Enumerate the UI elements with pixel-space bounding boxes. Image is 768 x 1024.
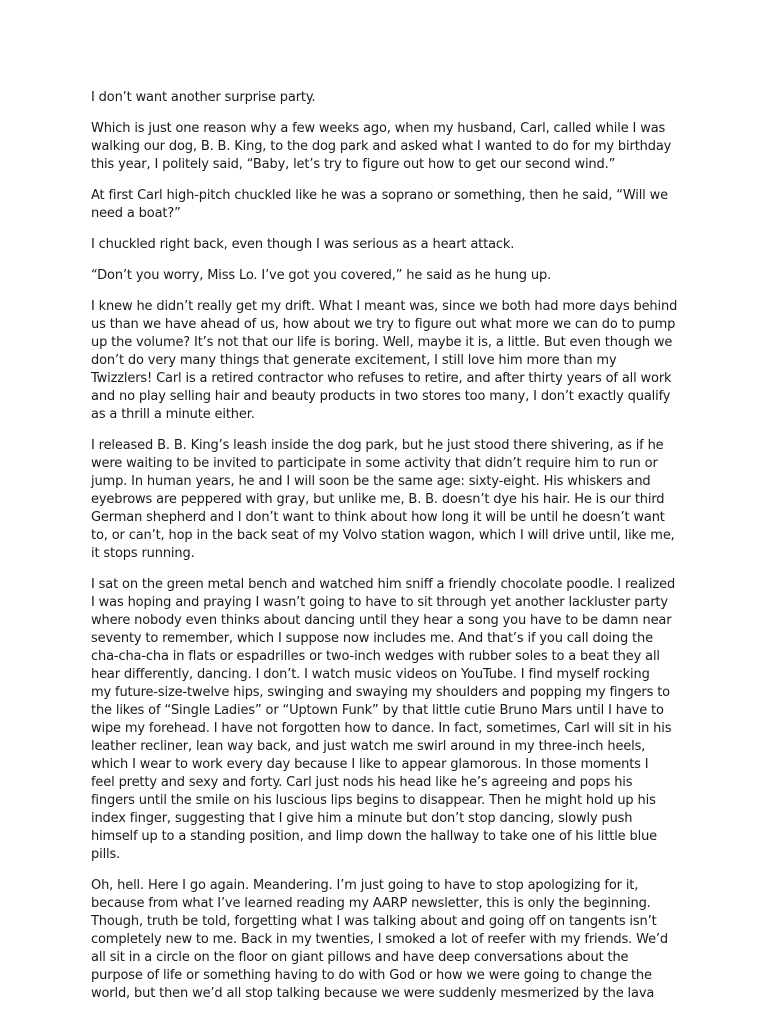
paragraph: Oh, hell. Here I go again. Meandering. I’m just going to have to stop apologizing for it, because from what I’ve learned reading my AARP newsletter, this is only the beginning. Though, truth be told, forgetting what I was talking about and going off on tangents isn’t completely new to me. Back in my twenties, I smoked a lot of reefer with my friends. We’d all sit in a circle on the floor on giant pillows and have deep conversations about the purpose of life or something having to do with God or how we were going to change the world, but then we’d all stop talking because we were suddenly mesmerized by the lava xyxy=(91,878,669,1001)
paragraph: I knew he didn’t really get my drift. What I meant was, since we both had more days behind us than we have ahead of us, how about we try to figure out what more we can do to pump up the volume? It’s not that our life is boring. Well, maybe it is, a little. But even though we don’t do very many things that generate excitement, I still love him more than my Twizzlers! Carl is a retired contractor who refuses to retire, and after thirty years of all work and no play selling hair and beauty products in two stores too many, I don’t exactly qualify as a thrill a minute either. xyxy=(91,299,678,422)
paragraph: I sat on the green metal bench and watched him sniff a friendly chocolate poodle. I realized I was hoping and praying I wasn’t going to have to sit through yet another lackluster party where nobody even thinks about dancing until they hear a song you have to be damn near seventy to remember, which I suppose now includes me. And that’s if you call doing the cha-cha-cha in flats or espadrilles or two-inch wedges with rubber soles to a beat they all hear differently, dancing. I don’t. I watch music videos on YouTube. I find myself rocking my future-size-twelve hips, swinging and swaying my shoulders and popping my fingers to the likes of “Single Ladies” or “Uptown Funk” by that little cutie Bruno Mars until I have to wipe my forehead. I have not forgotten how to dance. In fact, sometimes, Carl will sit in his leather recliner, lean way back, and just watch me swirl around in my three-inch heels, which I wear to work every day because I like to appear glamorous. In those moments I feel pretty and sexy and forty. Carl just nods his head like he’s agreeing and pops his fingers until the smile on his luscious lips begins to disappear. Then he might hold up his index finger, suggesting that I give him a minute but don’t stop dancing, slowly push himself up to a standing position, and limp down the hallway to take one of his little blue pills. xyxy=(91,577,676,862)
paragraph: I don’t want another surprise party. xyxy=(91,90,316,105)
paragraph: Which is just one reason why a few weeks ago, when my husband, Carl, called while I was walking our dog, B. B. King, to the dog park and asked what I wanted to do for my birthday this year, I politely said, “Baby, let’s try to figure out how to get our second wind.” xyxy=(91,121,672,172)
paragraph: I released B. B. King’s leash inside the dog park, but he just stood there shivering, as if he were waiting to be invited to participate in some activity that didn’t require him to run or jump. In human years, he and I will soon be the same age: sixty-eight. His whiskers and eyebrows are peppered with gray, but unlike me, B. B. doesn’t dye his hair. He is our third German shepherd and I don’t want to think about how long it will be until he doesn’t want to, or can’t, hop in the back seat of my Volvo station wagon, which I will drive until, like me, it stops running. xyxy=(91,438,675,561)
paragraph: I chuckled right back, even though I was serious as a heart attack. xyxy=(91,237,515,252)
document-body xyxy=(91,89,689,1016)
paragraph: At first Carl high-pitch chuckled like he was a soprano or something, then he said, “Will we need a boat?” xyxy=(91,188,668,221)
paragraph: “Don’t you worry, Miss Lo. I’ve got you covered,” he said as he hung up. xyxy=(91,268,552,283)
